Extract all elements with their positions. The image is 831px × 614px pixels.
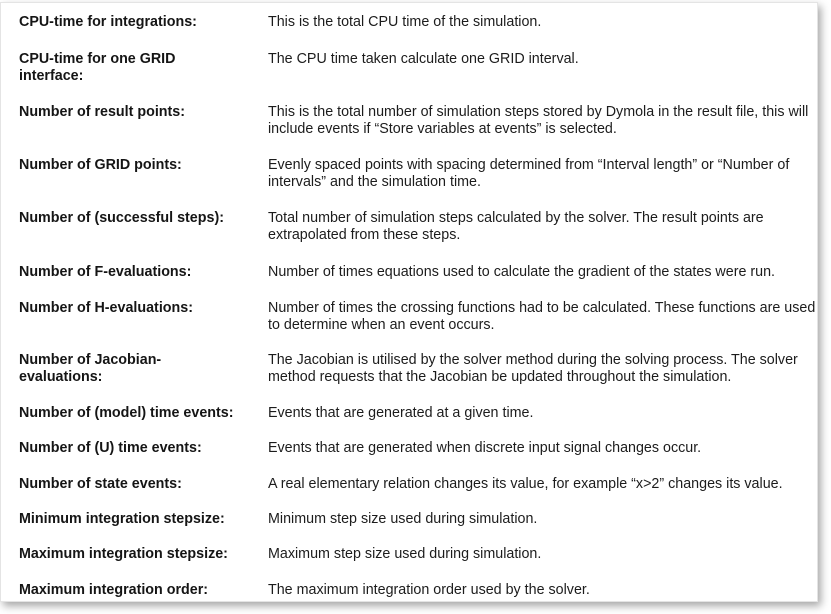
term-label: Number of (U) time events:: [19, 440, 202, 456]
term-label: Number of F-evaluations:: [19, 264, 192, 280]
term-label: Maximum integration order:: [19, 582, 209, 598]
term-description: The CPU time taken calculate one GRID interval.: [268, 51, 579, 67]
term-description: A real elementary relation changes its value, for example “x>2” changes its value.: [268, 476, 783, 492]
term-label: Number of GRID points:: [19, 157, 182, 173]
term-label: CPU-time for integrations:: [19, 14, 197, 30]
term-description: Minimum step size used during simulation.: [268, 511, 538, 527]
term-description: Total number of simulation steps calculated by the solver. The result points are extrapolated from these steps.: [268, 210, 764, 243]
term-label: CPU-time for one GRID interface:: [19, 51, 176, 84]
term-label: Number of result points:: [19, 104, 186, 120]
term-label: Number of state events:: [19, 476, 182, 492]
term-description: The Jacobian is utilised by the solver method during the solving process. The solver method requests that the Jacobian be updated throughout the simulation.: [268, 352, 798, 385]
term-description: Maximum step size used during simulation.: [268, 546, 542, 562]
term-label: Number of (successful steps):: [19, 210, 224, 226]
term-label: Maximum integration stepsize:: [19, 546, 228, 562]
term-description: Events that are generated at a given time.: [268, 405, 534, 421]
term-description: Evenly spaced points with spacing determined from “Interval length” or “Number of intervals” and the simulation time.: [268, 157, 790, 190]
term-description: Number of times equations used to calculate the gradient of the states were run.: [268, 264, 776, 280]
term-label: Number of (model) time events:: [19, 405, 234, 421]
term-label: Minimum integration stepsize:: [19, 511, 225, 527]
term-description: The maximum integration order used by the solver.: [268, 582, 590, 598]
term-description: This is the total number of simulation steps stored by Dymola in the result file, this will include events if “Store variables at events” is selected.: [268, 104, 809, 137]
term-description: Events that are generated when discrete input signal changes occur.: [268, 440, 702, 456]
definition-table: [0, 2, 818, 602]
term-description: Number of times the crossing functions had to be calculated. These functions are used to determine when an event occurs.: [268, 300, 816, 333]
term-description: This is the total CPU time of the simulation.: [268, 14, 542, 30]
term-label: Number of Jacobian-evaluations:: [19, 352, 162, 385]
term-label: Number of H-evaluations:: [19, 300, 193, 316]
